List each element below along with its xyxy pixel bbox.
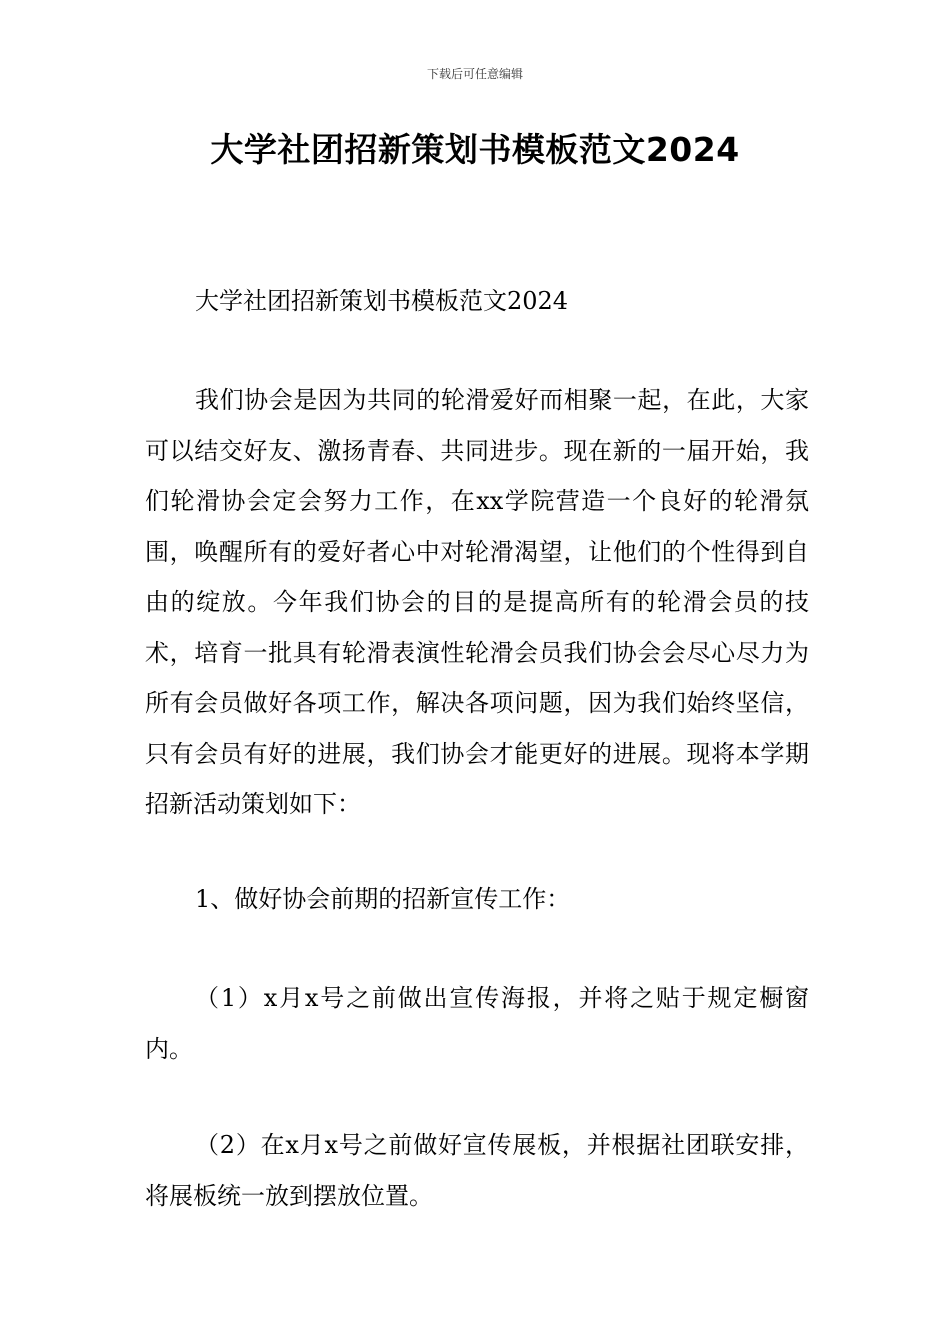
- header-note: 下载后可任意编辑: [426, 67, 523, 81]
- sub-item-1: （1）x月x号之前做出宣传海报，并将之贴于规定橱窗内。: [145, 984, 809, 1063]
- document-subtitle: 大学社团招新策划书模板范文2024: [195, 287, 569, 315]
- sub-item-2: （2）在x月x号之前做好宣传展板，并根据社团联安排，将展板统一放到摆放位置。: [145, 1131, 809, 1210]
- document-title: 大学社团招新策划书模板范文2024: [210, 130, 740, 169]
- section-item-1: 1、做好协会前期的招新宣传工作：: [195, 885, 571, 913]
- intro-paragraph: 我们协会是因为共同的轮滑爱好而相聚一起，在此，大家可以结交好友、激扬青春、共同进步。现在新的一届开始，我们轮滑协会定会努力工作，在xx学院营造一个良好的轮滑氛围，唤醒所有的爱好者心中对轮滑渴望，让他们的个性得到自由的绽放。今年我们协会的目的是提高所有的轮滑会员的技术，培育一批具有轮滑表演性轮滑会员我们协会会尽心尽力为所有会员做好各项工作，解决各项问题，因为我们始终坚信，只有会员有好的进展，我们协会才能更好的进展。现将本学期招新活动策划如下：: [145, 386, 809, 818]
